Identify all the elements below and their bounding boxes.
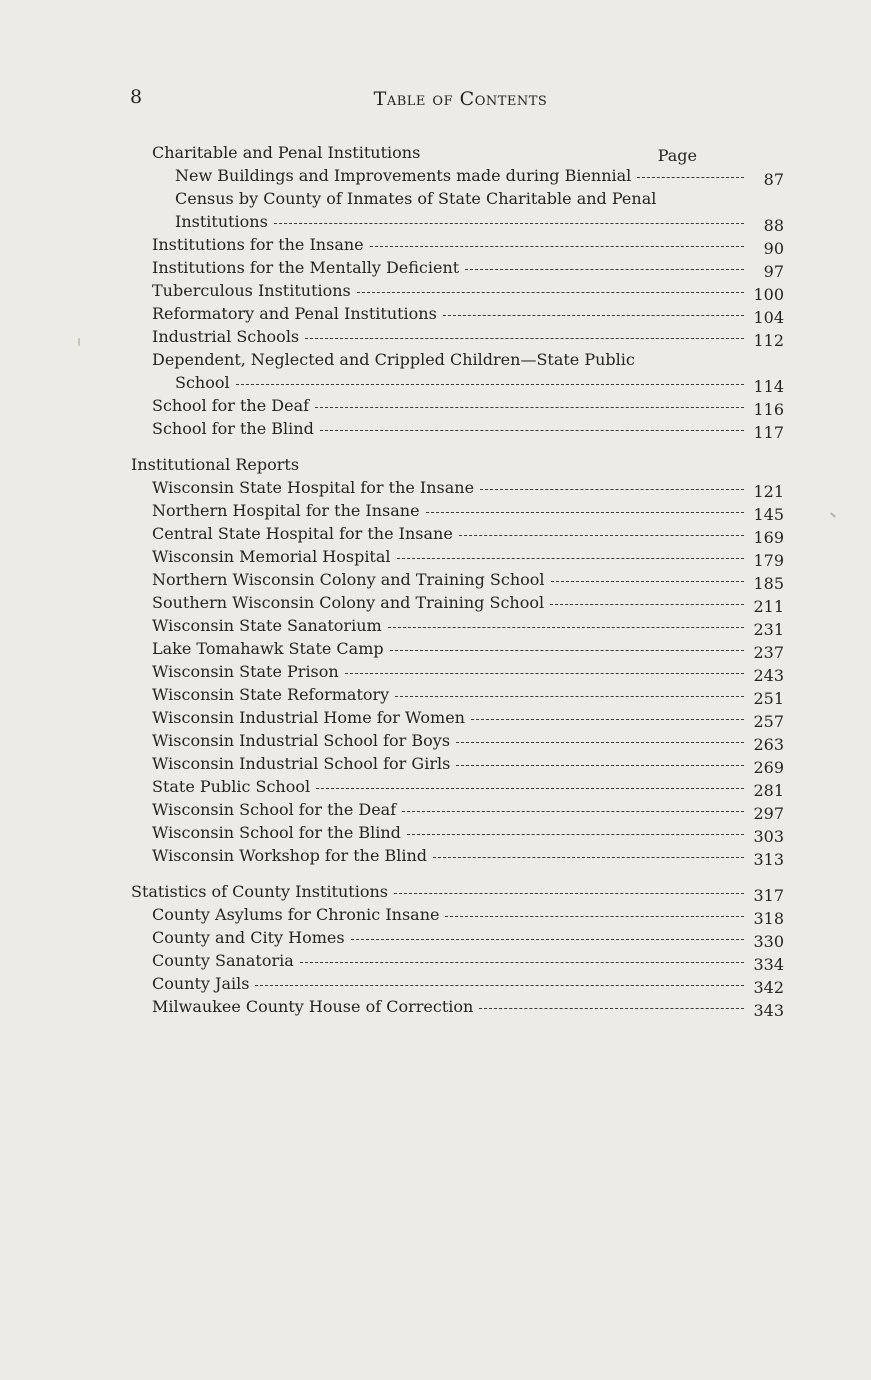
toc-entry-title: Wisconsin Workshop for the Blind [152, 846, 428, 865]
toc-entry [0, 706, 871, 729]
toc-entry [0, 568, 871, 591]
toc-entry [0, 821, 871, 844]
toc-entry [0, 417, 871, 440]
toc-entry-page: 169 [753, 528, 784, 547]
toc-entry-page: 117 [753, 423, 784, 442]
dot-leader [315, 406, 744, 408]
toc-entry-page: 303 [753, 827, 784, 846]
toc-entry-page: 297 [753, 804, 784, 823]
dot-leader [480, 488, 744, 490]
toc-entry-title: Census by County of Inmates of State Charitable and Penal [175, 189, 657, 208]
dot-leader [357, 291, 744, 293]
dot-leader [300, 961, 744, 963]
toc-entry-title: Wisconsin State Prison [152, 662, 339, 681]
toc-entry-page: 330 [753, 932, 784, 951]
toc-entry-title: Wisconsin Industrial School for Boys [152, 731, 451, 750]
table-of-contents [0, 141, 871, 1018]
toc-entry-title: Northern Wisconsin Colony and Training School [152, 570, 545, 589]
page-column-label: Page [657, 146, 697, 165]
toc-entry-page: 90 [763, 239, 784, 258]
toc-entry-title: Wisconsin School for the Deaf [152, 800, 397, 819]
paper-speck [78, 338, 80, 346]
toc-group-header [0, 141, 871, 164]
toc-entry-title: Industrial Schools [152, 327, 300, 346]
toc-entry-title: Wisconsin State Hospital for the Insane [152, 478, 475, 497]
toc-entry-page: 281 [753, 781, 784, 800]
dot-leader [459, 534, 744, 536]
toc-entry-title: Reformatory and Penal Institutions [152, 304, 437, 323]
dot-leader [456, 764, 744, 766]
toc-entry [0, 256, 871, 279]
toc-entry-title: County Asylums for Chronic Insane [152, 905, 440, 924]
toc-entry-title: Milwaukee County House of Correction [152, 997, 474, 1016]
toc-entry [0, 614, 871, 637]
toc-entry-title: Statistics of County Institutions [131, 882, 388, 901]
toc-entry-page: 318 [753, 909, 784, 928]
dot-leader [274, 222, 744, 224]
dot-leader [443, 314, 744, 316]
toc-entry-page: 251 [753, 689, 784, 708]
toc-entry-title: School for the Blind [152, 419, 314, 438]
toc-entry [0, 949, 871, 972]
toc-entry-page: 100 [753, 285, 784, 304]
toc-entry [0, 729, 871, 752]
dot-leader [445, 915, 744, 917]
toc-entry-page: 317 [753, 886, 784, 905]
dot-leader [637, 176, 744, 178]
dot-leader [351, 938, 744, 940]
dot-leader [471, 718, 744, 720]
toc-entry-page: 87 [763, 170, 784, 189]
dot-leader [465, 268, 744, 270]
toc-entry-page: 257 [753, 712, 784, 731]
dot-leader [397, 557, 744, 559]
toc-entry-title: School for the Deaf [152, 396, 310, 415]
toc-entry [0, 325, 871, 348]
section-gap [0, 440, 871, 453]
toc-entry [0, 775, 871, 798]
dot-leader [255, 984, 744, 986]
toc-entry-title: County and City Homes [152, 928, 345, 947]
dot-leader [394, 892, 744, 894]
toc-entry [0, 279, 871, 302]
toc-entry-page: 114 [753, 377, 784, 396]
page-number: 8 [130, 86, 143, 108]
dot-leader [426, 511, 744, 513]
toc-entry-page: 179 [753, 551, 784, 570]
toc-entry [0, 302, 871, 325]
toc-entry-title: Wisconsin School for the Blind [152, 823, 401, 842]
toc-entry [0, 348, 871, 371]
dot-leader [456, 741, 744, 743]
toc-entry [0, 844, 871, 867]
dot-leader [390, 649, 744, 651]
section-gap [0, 867, 871, 880]
dot-leader [305, 337, 744, 339]
toc-entry [0, 637, 871, 660]
toc-entry [0, 476, 871, 499]
toc-entry [0, 394, 871, 417]
toc-entry-page: 112 [753, 331, 784, 350]
page-title: Table of Contents [373, 88, 548, 110]
toc-entry-title: Wisconsin State Sanatorium [152, 616, 382, 635]
toc-entry-title: Wisconsin Industrial School for Girls [152, 754, 451, 773]
toc-entry [0, 187, 871, 210]
toc-entry-title: Tuberculous Institutions [152, 281, 351, 300]
toc-entry-title: County Jails [152, 974, 250, 993]
toc-group-title: Charitable and Penal Institutions [152, 143, 421, 162]
toc-entry [0, 522, 871, 545]
dot-leader [402, 810, 744, 812]
toc-entry-title: Southern Wisconsin Colony and Training School [152, 593, 545, 612]
toc-entry-page: 121 [753, 482, 784, 501]
toc-entry-title: Dependent, Neglected and Crippled Children—State Public [152, 350, 635, 369]
toc-entry-title: Institutions for the Mentally Deficient [152, 258, 460, 277]
toc-entry-title: Northern Hospital for the Insane [152, 501, 420, 520]
toc-entry-page: 343 [753, 1001, 784, 1020]
dot-leader [395, 695, 744, 697]
toc-entry-page: 116 [753, 400, 784, 419]
toc-entry-page: 185 [753, 574, 784, 593]
toc-entry-page: 97 [763, 262, 784, 281]
toc-entry [0, 164, 871, 187]
toc-entry-title: Institutions [175, 212, 268, 231]
toc-entry-page: 342 [753, 978, 784, 997]
toc-entry [0, 545, 871, 568]
toc-entry [0, 233, 871, 256]
dot-leader [370, 245, 744, 247]
toc-entry-page: 263 [753, 735, 784, 754]
toc-entry [0, 591, 871, 614]
toc-entry [0, 371, 871, 394]
toc-entry [0, 660, 871, 683]
toc-entry-title: Wisconsin State Reformatory [152, 685, 390, 704]
dot-leader [320, 429, 744, 431]
dot-leader [388, 626, 744, 628]
toc-entry-title: Central State Hospital for the Insane [152, 524, 453, 543]
toc-entry-page: 145 [753, 505, 784, 524]
toc-entry-page: 313 [753, 850, 784, 869]
section-heading [0, 453, 871, 476]
toc-entry-page: 231 [753, 620, 784, 639]
toc-entry-page: 243 [753, 666, 784, 685]
toc-entry-page: 269 [753, 758, 784, 777]
toc-entry-title: State Public School [152, 777, 311, 796]
toc-entry [0, 210, 871, 233]
toc-entry-title: New Buildings and Improvements made during Biennial [175, 166, 632, 185]
toc-entry [0, 752, 871, 775]
toc-entry-page: 237 [753, 643, 784, 662]
dot-leader [550, 603, 744, 605]
toc-entry-page: 104 [753, 308, 784, 327]
toc-entry [0, 683, 871, 706]
toc-entry-page: 88 [763, 216, 784, 235]
dot-leader [345, 672, 744, 674]
toc-entry [0, 903, 871, 926]
dot-leader [407, 833, 744, 835]
toc-entry [0, 880, 871, 903]
toc-entry-title: Wisconsin Memorial Hospital [152, 547, 391, 566]
toc-entry [0, 995, 871, 1018]
dot-leader [433, 856, 744, 858]
dot-leader [236, 383, 744, 385]
toc-entry-title: School [175, 373, 230, 392]
toc-entry-title: County Sanatoria [152, 951, 294, 970]
toc-entry-page: 334 [753, 955, 784, 974]
toc-entry-title: Institutions for the Insane [152, 235, 364, 254]
toc-entry [0, 972, 871, 995]
toc-entry [0, 499, 871, 522]
toc-entry [0, 926, 871, 949]
toc-entry [0, 798, 871, 821]
dot-leader [479, 1007, 744, 1009]
toc-entry-page: 211 [753, 597, 784, 616]
toc-entry-title: Lake Tomahawk State Camp [152, 639, 384, 658]
dot-leader [551, 580, 745, 582]
section-heading-text: Institutional Reports [131, 455, 300, 474]
toc-entry-title: Wisconsin Industrial Home for Women [152, 708, 465, 727]
dot-leader [316, 787, 744, 789]
